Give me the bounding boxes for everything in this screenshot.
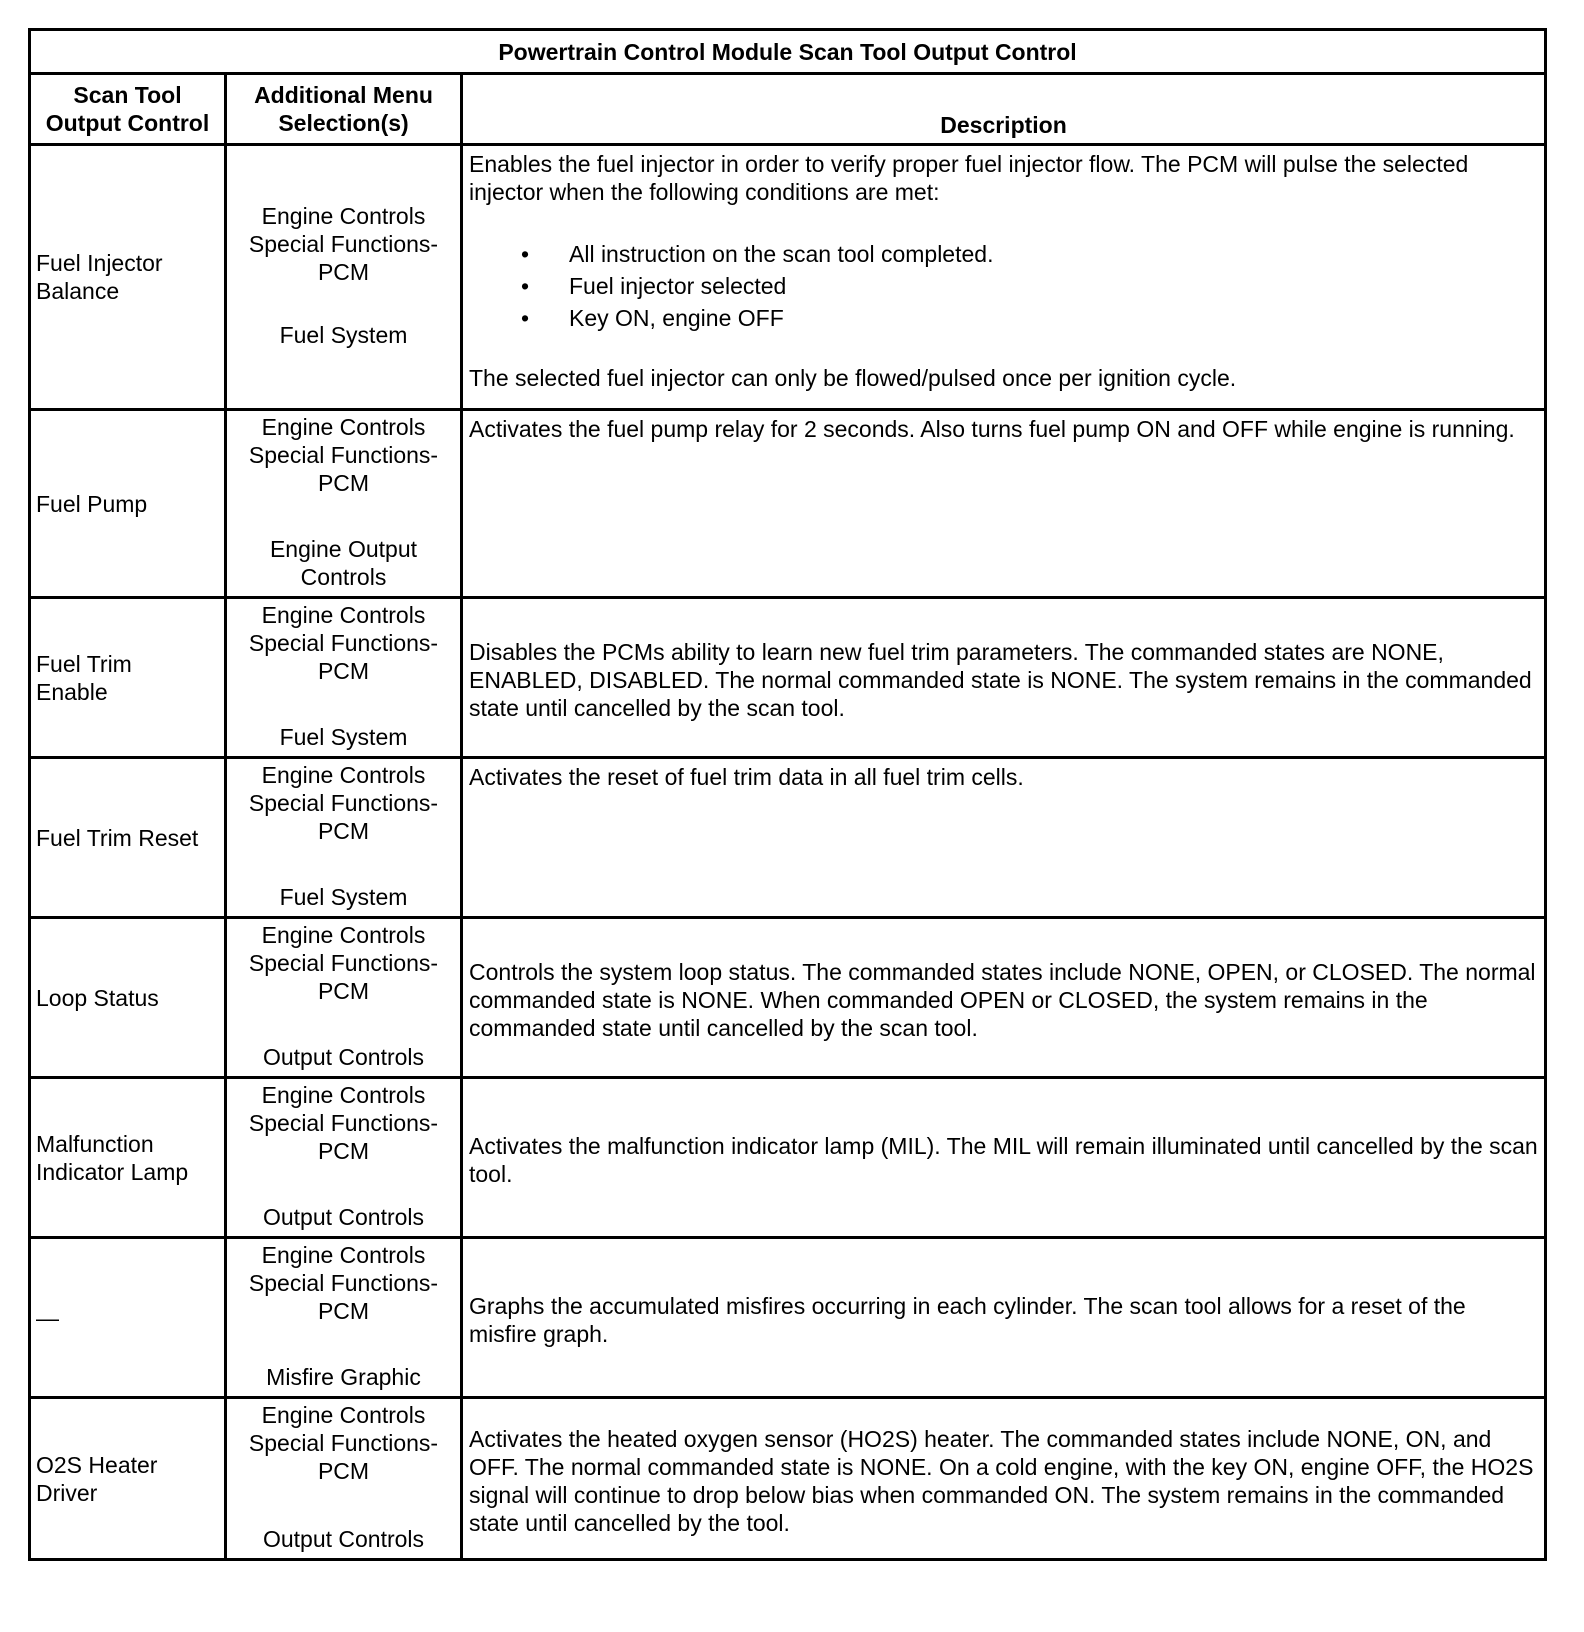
- menu-sub: Fuel System: [279, 724, 408, 750]
- menu-sub: Engine Output Controls: [269, 536, 418, 590]
- control-name-text: Malfunction Indicator Lamp: [36, 1130, 189, 1185]
- control-name-text: O2S Heater Driver: [36, 1451, 158, 1506]
- description-cell: Controls the system loop status. The commanded states include NONE, OPEN, or CLOSED. The normal commanded state is NONE. When commanded OPEN or CLOSED, the system remains in the commanded state until cancelled by the scan tool.: [462, 918, 1546, 1078]
- menu-line2: Special Functions-: [248, 1270, 439, 1296]
- menu-selection: [226, 410, 462, 598]
- menu-line3: PCM: [317, 818, 370, 844]
- menu-sub: Fuel System: [279, 884, 408, 910]
- menu-line1: Engine Controls: [261, 922, 426, 948]
- header-description: Description: [462, 74, 1546, 145]
- menu-line1: Engine Controls: [261, 1242, 426, 1268]
- menu-line3: PCM: [317, 470, 370, 496]
- control-name: [30, 598, 226, 758]
- menu-sub: Output Controls: [262, 1526, 425, 1552]
- menu-line1: Engine Controls: [261, 414, 426, 440]
- menu-selection: [226, 1238, 462, 1398]
- menu-line3: PCM: [317, 1458, 370, 1484]
- table-row: [30, 918, 1546, 1078]
- description-cell: Graphs the accumulated misfires occurring in each cylinder. The scan tool allows for a reset of the misfire graph.: [462, 1238, 1546, 1398]
- menu-line3: PCM: [317, 1138, 370, 1164]
- condition-text: All instruction on the scan tool completed.: [569, 241, 994, 267]
- header-scan-tool-output-control: [30, 74, 226, 145]
- menu-selection: [226, 145, 462, 410]
- bullet-icon: •: [521, 241, 530, 267]
- condition-text: Key ON, engine OFF: [569, 305, 784, 331]
- header-col2-line2: Selection(s): [278, 110, 409, 136]
- menu-line2: Special Functions-: [248, 442, 439, 468]
- menu-line1: Engine Controls: [261, 203, 426, 229]
- control-name-text: Fuel Trim Enable: [36, 650, 132, 705]
- condition-text: Fuel injector selected: [569, 273, 787, 299]
- table-row: [30, 598, 1546, 758]
- table-row: [30, 1238, 1546, 1398]
- condition-list: [469, 238, 1538, 334]
- control-name: —: [30, 1238, 226, 1398]
- condition-item: [469, 302, 1538, 334]
- table-row: [30, 145, 1546, 410]
- menu-line3: PCM: [317, 259, 370, 285]
- condition-item: [469, 238, 1538, 270]
- table-row: [30, 758, 1546, 918]
- menu-line2: Special Functions-: [248, 790, 439, 816]
- menu-line2: Special Functions-: [248, 1430, 439, 1456]
- condition-item: [469, 270, 1538, 302]
- table-row: [30, 1078, 1546, 1238]
- table-row: [30, 410, 1546, 598]
- menu-line2: Special Functions-: [248, 231, 439, 257]
- bullet-icon: •: [521, 305, 530, 331]
- menu-line1: Engine Controls: [261, 1082, 426, 1108]
- menu-selection: [226, 758, 462, 918]
- control-name: Fuel Trim Reset: [30, 758, 226, 918]
- menu-line1: Engine Controls: [261, 762, 426, 788]
- menu-selection: [226, 1078, 462, 1238]
- menu-selection: [226, 918, 462, 1078]
- menu-line2: Special Functions-: [248, 630, 439, 656]
- table-title: Powertrain Control Module Scan Tool Output Control: [30, 30, 1546, 74]
- menu-line3: PCM: [317, 658, 370, 684]
- header-row: [30, 74, 1546, 145]
- description-cell: Activates the fuel pump relay for 2 seconds. Also turns fuel pump ON and OFF while engine is running.: [462, 410, 1546, 598]
- description-cell: Activates the malfunction indicator lamp (MIL). The MIL will remain illuminated until cancelled by the scan tool.: [462, 1078, 1546, 1238]
- output-control-table: [28, 28, 1547, 1561]
- menu-sub: Misfire Graphic: [266, 1364, 421, 1390]
- menu-line2: Special Functions-: [248, 1110, 439, 1136]
- header-col1-line2: Output Control: [45, 110, 210, 136]
- table-row: [30, 1398, 1546, 1560]
- control-name: Loop Status: [30, 918, 226, 1078]
- menu-sub: Fuel System: [279, 322, 408, 348]
- header-col2-line1: Additional Menu: [254, 82, 433, 108]
- menu-line3: PCM: [317, 978, 370, 1004]
- title-row: [30, 30, 1546, 74]
- menu-line1: Engine Controls: [261, 602, 426, 628]
- control-name: [30, 1398, 226, 1560]
- description-cell: Activates the heated oxygen sensor (HO2S) heater. The commanded states include NONE, ON, and OFF. The normal commanded state is NONE. On a cold engine, with the key ON, engine OFF, the HO2S signal will continue to drop below bias when commanded ON. The system remains in the commanded state until cancelled by the tool.: [462, 1398, 1546, 1560]
- menu-sub: Output Controls: [262, 1044, 425, 1070]
- control-name: [30, 1078, 226, 1238]
- menu-selection: [226, 1398, 462, 1560]
- menu-sub: Output Controls: [262, 1204, 425, 1230]
- description-outro: The selected fuel injector can only be flowed/pulsed once per ignition cycle.: [469, 365, 1237, 391]
- bullet-icon: •: [521, 273, 530, 299]
- menu-selection: [226, 598, 462, 758]
- menu-line3: PCM: [317, 1298, 370, 1324]
- control-name: Fuel Pump: [30, 410, 226, 598]
- description-cell: [462, 145, 1546, 410]
- header-col1-line1: Scan Tool: [73, 82, 182, 108]
- description-cell: Activates the reset of fuel trim data in all fuel trim cells.: [462, 758, 1546, 918]
- description-cell: Disables the PCMs ability to learn new fuel trim parameters. The commanded states are NONE, ENABLED, DISABLED. The normal commanded state is NONE. The system remains in the commanded state until cancelled by the scan tool.: [462, 598, 1546, 758]
- header-additional-menu-selections: [226, 74, 462, 145]
- menu-line2: Special Functions-: [248, 950, 439, 976]
- description-intro: Enables the fuel injector in order to verify proper fuel injector flow. The PCM will pulse the selected injector when the following conditions are met:: [469, 151, 1469, 205]
- menu-line1: Engine Controls: [261, 1402, 426, 1428]
- control-name: Fuel Injector Balance: [30, 145, 226, 410]
